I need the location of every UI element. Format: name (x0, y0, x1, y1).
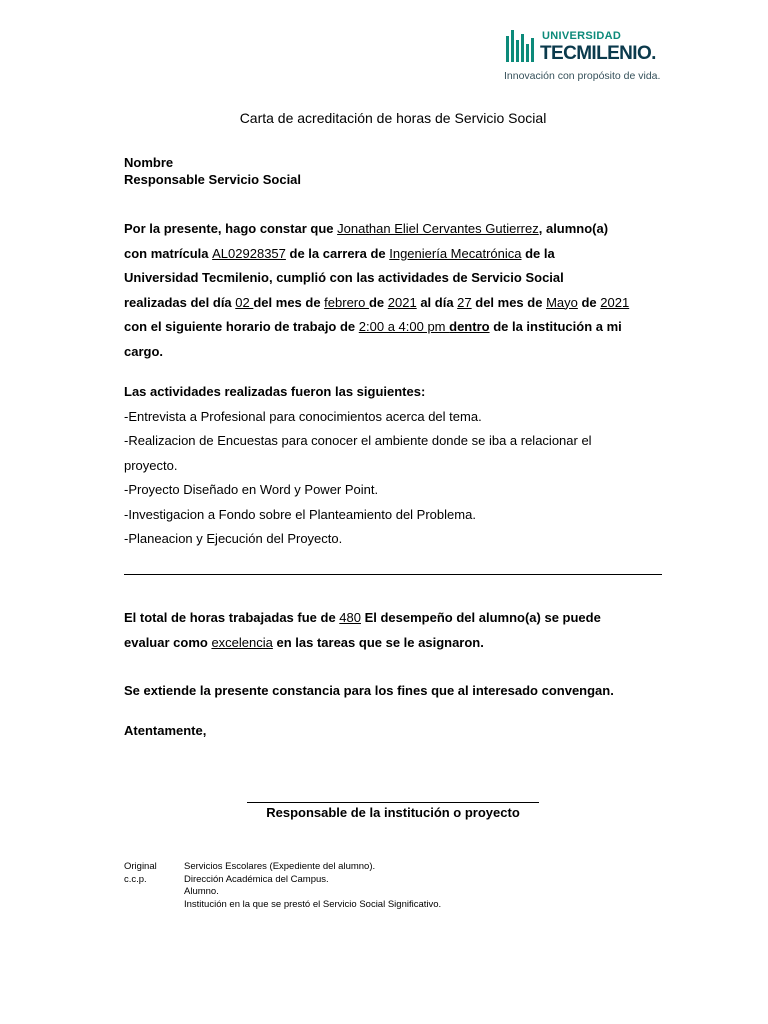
text-fragment: de (577, 294, 601, 310)
recipient-role-label: Responsable Servicio Social (124, 172, 302, 187)
activities-section (124, 380, 592, 552)
text-fragment: , alumno(a) (538, 221, 609, 236)
text-fragment: El total de horas trabajadas fue de (124, 610, 340, 625)
logo-tagline: Innovación con propósito de vida. (504, 70, 661, 82)
copy-recipient: Dirección Académica del Campus. (184, 873, 329, 885)
text-fragment: de la (521, 245, 555, 261)
text-fragment: con matrícula (124, 245, 213, 261)
text-fragment: cargo. (124, 343, 164, 359)
activity-item: -Realizacion de Encuestas para conocer el ambiente donde se iba a relacionar el (124, 433, 592, 448)
signature-line (247, 802, 539, 803)
activity-item: proyecto. (124, 457, 178, 473)
text-fragment: del mes de (471, 294, 547, 310)
start-year-field: 2021 (387, 294, 417, 310)
copy-recipient: Servicios Escolares (Expediente del alumno). (184, 861, 376, 872)
end-month-field: Mayo (546, 294, 578, 310)
paragraph-line (124, 266, 629, 291)
paragraph-line (124, 291, 629, 316)
tecmilenio-logo (500, 24, 660, 86)
closing-statement: Se extiende la presente constancia para los fines que al interesado convengan. (124, 683, 614, 698)
end-year-field: 2021 (600, 294, 630, 310)
matricula-field: AL02928357 (212, 245, 286, 261)
text-fragment: de la institución a mi (489, 319, 622, 334)
start-month-field: febrero (324, 294, 369, 310)
copies-label-original: Original (124, 861, 157, 872)
copy-recipient: Alumno. (184, 886, 219, 897)
hours-paragraph (124, 606, 601, 655)
career-field: Ingeniería Mecatrónica (389, 245, 522, 261)
copies-list (184, 861, 441, 911)
schedule-field: 2:00 a 4:00 pm (358, 319, 450, 334)
copies-labels (124, 861, 157, 886)
section-divider (124, 574, 662, 575)
recipient-block (124, 154, 301, 188)
paragraph-line (124, 242, 629, 267)
rating-field: excelencia (211, 634, 273, 650)
salutation: Atentamente, (124, 723, 207, 738)
text-fragment: Por la presente, hago constar que (124, 221, 338, 236)
text-fragment: con el siguiente horario de trabajo de (124, 319, 359, 334)
logo-university-text: UNIVERSIDAD (542, 30, 622, 42)
text-fragment: El desempeño del alumno(a) se puede (360, 610, 601, 625)
text-fragment: de la carrera de (285, 245, 390, 261)
text-fragment: al día (416, 294, 458, 310)
activities-heading: Las actividades realizadas fueron las siguientes: (124, 384, 426, 399)
text-fragment: en las tareas que se le asignaron. (272, 634, 484, 650)
activity-item: -Proyecto Diseñado en Word y Power Point. (124, 482, 379, 497)
activity-item: -Investigacion a Fondo sobre el Planteamiento del Problema. (124, 506, 476, 522)
text-fragment: del mes de (253, 294, 325, 310)
start-day-field: 02 (235, 294, 254, 310)
total-hours-field: 480 (339, 610, 361, 625)
copy-recipient: Institución en la que se prestó el Servicio Social Significativo. (184, 898, 442, 910)
end-day-field: 27 (457, 294, 472, 310)
text-fragment: Universidad Tecmilenio, cumplió con las actividades de Servicio Social (124, 270, 564, 285)
tecmilenio-mark-icon (506, 30, 536, 62)
paragraph-line (124, 217, 629, 242)
text-fragment: de (368, 294, 388, 310)
student-name-field: Jonathan Eliel Cervantes Gutierrez (337, 221, 539, 236)
paragraph-line (124, 340, 629, 365)
signature-label: Responsable de la institución o proyecto (266, 805, 520, 820)
recipient-name-label: Nombre (124, 155, 174, 170)
paragraph-line (124, 315, 629, 340)
accreditation-paragraph (124, 217, 629, 364)
paragraph-line (124, 606, 601, 631)
activity-item: -Planeacion y Ejecución del Proyecto. (124, 531, 343, 546)
paragraph-line (124, 631, 601, 656)
activity-item: -Entrevista a Profesional para conocimientos acerca del tema. (124, 408, 482, 424)
text-fragment: evaluar como (124, 634, 212, 650)
logo-name-text: TECMILENIO. (540, 43, 656, 64)
document-title: Carta de acreditación de horas de Servicio Social (239, 110, 547, 126)
text-fragment: realizadas del día (124, 294, 236, 310)
copies-label-ccp: c.c.p. (124, 873, 147, 885)
location-field: dentro (449, 319, 490, 334)
